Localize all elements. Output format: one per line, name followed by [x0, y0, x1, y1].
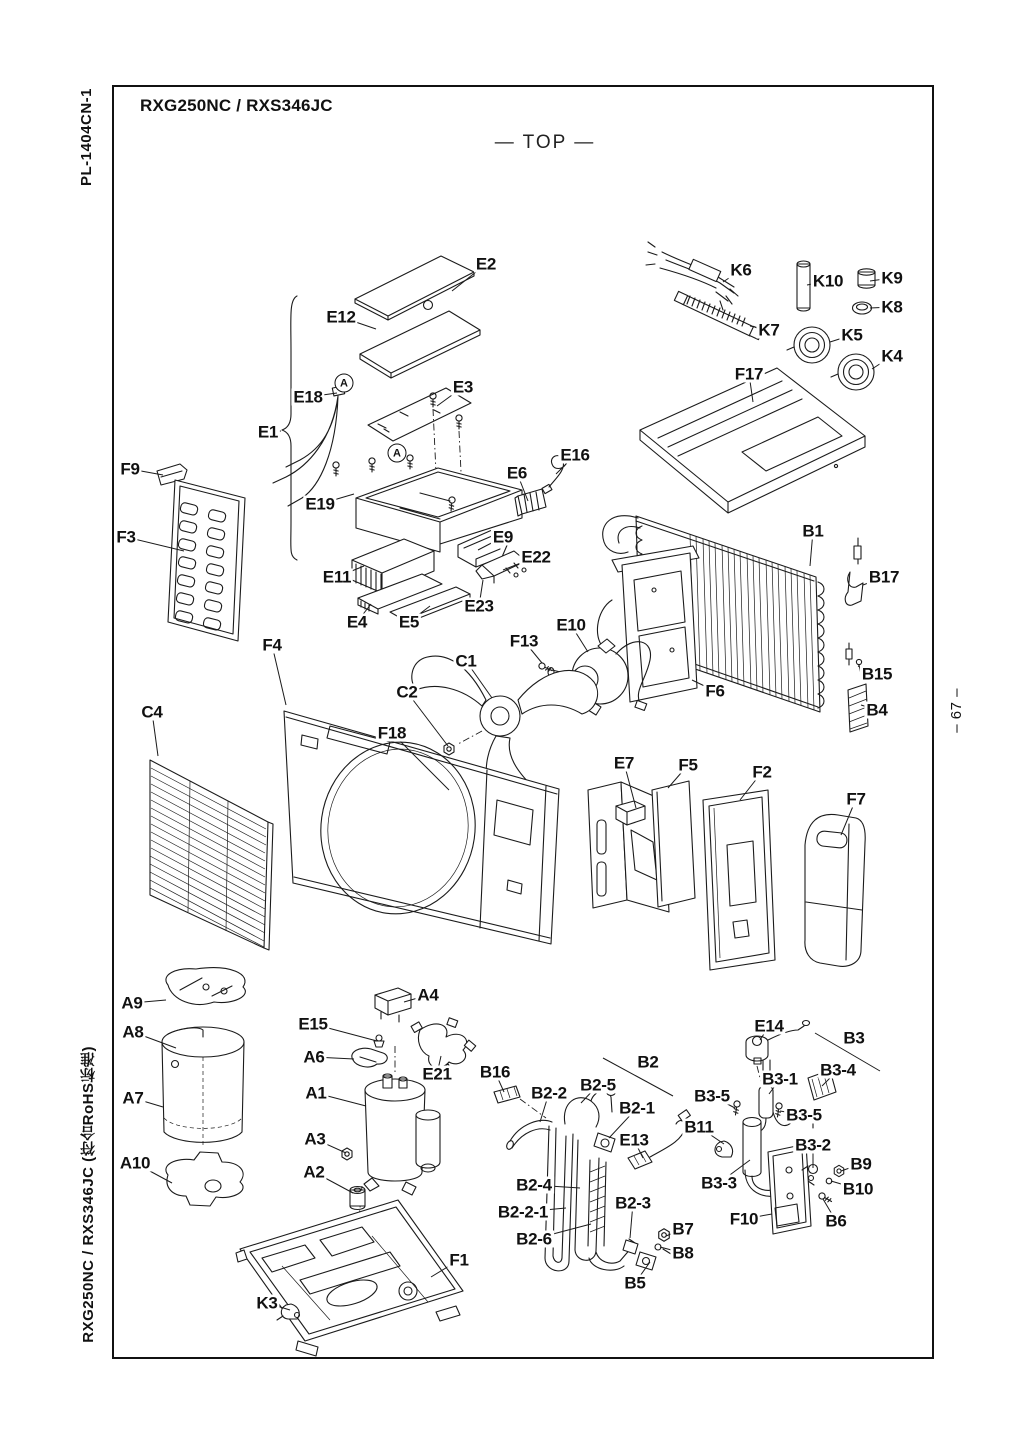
leader-line: [830, 335, 852, 342]
leader-line: [479, 580, 483, 606]
leader-line: [872, 356, 892, 369]
callout-C1: C1: [455, 651, 477, 671]
callout-E19: E19: [305, 494, 335, 514]
leader-line: [712, 1096, 735, 1108]
leader-line: [750, 326, 769, 330]
leader-line: [267, 1303, 290, 1310]
leader-line: [534, 1224, 591, 1239]
leader-line: [823, 1199, 836, 1221]
callout-B2-2: B2-2: [531, 1083, 567, 1103]
callout-K4: K4: [881, 346, 903, 366]
leader-line: [503, 557, 536, 570]
doc-number-vertical: PL-1404CN-1: [78, 88, 95, 187]
page-number-vertical: – 67 –: [948, 688, 965, 733]
leader-line: [431, 1260, 459, 1277]
leader-line: [316, 1093, 366, 1106]
callout-K9: K9: [881, 268, 903, 288]
callout-A4: A4: [417, 985, 439, 1005]
callout-K7: K7: [758, 320, 780, 340]
leader-line: [308, 393, 337, 397]
callout-E10: E10: [556, 615, 586, 635]
callout-E14: E14: [754, 1016, 784, 1036]
leader-line: [692, 680, 715, 691]
callout-E11: E11: [322, 567, 352, 587]
callout-E13: E13: [619, 1130, 649, 1150]
leader-line: [780, 1111, 804, 1115]
leader-line: [556, 455, 575, 474]
leader-line: [571, 625, 588, 652]
callout-B5: B5: [624, 1273, 646, 1293]
leader-line: [870, 278, 892, 281]
model-title: RXG250NC / RXS346JC: [140, 96, 333, 115]
callout-F3: F3: [116, 527, 136, 547]
leader-line: [523, 1208, 566, 1212]
callout-B11: B11: [684, 1117, 714, 1137]
callout-B4: B4: [866, 700, 888, 720]
leader-line: [409, 606, 430, 622]
leader-line: [719, 1160, 750, 1183]
leader-line: [841, 799, 856, 835]
callout-A7: A7: [122, 1088, 144, 1108]
callout-E2: E2: [475, 254, 497, 274]
callout-A9: A9: [121, 993, 143, 1013]
view-label: — TOP —: [494, 132, 596, 153]
callout-E1: E1: [257, 422, 279, 442]
leader-line: [540, 1093, 549, 1122]
callout-E12: E12: [326, 307, 356, 327]
leader-line: [807, 281, 828, 285]
callout-F4: F4: [262, 635, 282, 655]
callout-E6: E6: [506, 463, 528, 483]
leader-line: [635, 1262, 650, 1283]
callout-E23: E23: [464, 596, 494, 616]
leader-line: [337, 566, 364, 577]
leader-line: [858, 666, 877, 674]
leader-line: [870, 307, 892, 308]
leader-line: [357, 604, 371, 622]
leader-line: [769, 1079, 780, 1094]
leader-line: [152, 712, 158, 756]
leader-line: [603, 1058, 673, 1096]
leader-line: [699, 1127, 724, 1144]
leader-line: [478, 537, 503, 550]
callout-E15: E15: [298, 1014, 328, 1034]
callout-F18: F18: [377, 723, 407, 743]
leader-line: [268, 431, 281, 432]
callout-E21: E21: [422, 1064, 452, 1084]
leader-line: [135, 1163, 172, 1183]
leader-line: [132, 1000, 166, 1003]
leader-line: [314, 1057, 354, 1059]
callout-B1: B1: [802, 521, 824, 541]
leader-line: [863, 577, 884, 585]
callout-F7: F7: [846, 789, 866, 809]
leader-line: [666, 1229, 683, 1236]
leader-line: [404, 995, 428, 1002]
leader-line: [624, 763, 636, 808]
callout-F9: F9: [120, 459, 140, 479]
leader-line: [524, 641, 542, 663]
callout-K5: K5: [841, 325, 863, 345]
callout-F10: F10: [729, 1209, 759, 1229]
callout-C4: C4: [141, 702, 163, 722]
callout-K6: K6: [730, 260, 752, 280]
callout-E7: E7: [613, 753, 635, 773]
callout-B3-1: B3-1: [762, 1069, 798, 1089]
leader-line: [315, 1139, 346, 1153]
callout-A6: A6: [303, 1047, 325, 1067]
leader-line: [314, 1172, 353, 1193]
callout-A3: A3: [304, 1129, 326, 1149]
callout-A10: A10: [119, 1153, 151, 1173]
callout-A2: A2: [303, 1162, 325, 1182]
leader-line: [407, 692, 448, 746]
callout-K3: K3: [256, 1293, 278, 1313]
leader-line: [392, 733, 449, 790]
leader-line: [723, 270, 741, 282]
leader-line: [130, 469, 163, 475]
leader-line: [630, 1203, 633, 1238]
callout-B3: B3: [843, 1028, 865, 1048]
callout-F2: F2: [752, 762, 772, 782]
leader-line: [822, 1070, 838, 1086]
callout-E9: E9: [492, 527, 514, 547]
leader-line: [660, 1247, 683, 1253]
leader-line: [634, 1140, 643, 1158]
leader-line: [749, 374, 753, 402]
callout-B2: B2: [637, 1052, 659, 1072]
leader-line: [609, 1108, 637, 1138]
leader-line: [320, 494, 354, 504]
callout-F13: F13: [509, 631, 539, 651]
leader-line: [831, 1181, 858, 1189]
callout-B15: B15: [861, 664, 893, 684]
callout-E18: E18: [293, 387, 323, 407]
callout-F17: F17: [734, 364, 764, 384]
leader-line: [133, 1032, 176, 1048]
callout-B2-3: B2-3: [615, 1193, 651, 1213]
assembly-mark-A: A: [388, 444, 407, 463]
callout-B2-4: B2-4: [516, 1175, 552, 1195]
callout-B16: B16: [479, 1062, 511, 1082]
callout-E22: E22: [521, 547, 551, 567]
callout-B3-5: B3-5: [694, 1086, 730, 1106]
leader-line: [437, 387, 463, 406]
leader-line: [313, 1024, 377, 1041]
leader-line: [126, 537, 184, 551]
leader-line: [495, 1072, 504, 1092]
leader-line: [517, 473, 528, 501]
leader-line: [534, 1185, 580, 1188]
leader-line: [466, 661, 492, 698]
side-footer-vertical: RXG250NC / RXS346JC (符合RoHS标准): [80, 1046, 97, 1343]
callout-F1: F1: [449, 1250, 469, 1270]
leader-line: [581, 1085, 598, 1103]
leader-line: [452, 264, 486, 291]
callout-B3-2: B3-2: [795, 1135, 831, 1155]
callout-A1: A1: [305, 1083, 327, 1103]
callout-B3-5: B3-5: [786, 1105, 822, 1125]
callout-B8: B8: [672, 1243, 694, 1263]
callout-A8: A8: [122, 1022, 144, 1042]
callout-B17: B17: [868, 567, 900, 587]
leader-line: [272, 645, 286, 705]
callout-E5: E5: [398, 612, 420, 632]
callout-E16: E16: [560, 445, 590, 465]
leader-line: [815, 1033, 880, 1071]
callout-B9: B9: [850, 1154, 872, 1174]
callout-B10: B10: [842, 1179, 874, 1199]
leader-line: [760, 1026, 769, 1040]
callout-F5: F5: [678, 755, 698, 775]
leader-line: [810, 531, 813, 566]
callout-B2-1: B2-1: [619, 1098, 655, 1118]
callout-B3-4: B3-4: [820, 1060, 856, 1080]
callout-E3: E3: [452, 377, 474, 397]
callout-B6: B6: [825, 1211, 847, 1231]
leader-line: [437, 1056, 441, 1074]
leader-line: [668, 765, 688, 788]
callout-B2-5: B2-5: [580, 1075, 616, 1095]
callout-C2: C2: [396, 682, 418, 702]
leader-line: [861, 705, 877, 710]
callout-E4: E4: [346, 612, 368, 632]
callout-K8: K8: [881, 297, 903, 317]
leader-line: [341, 317, 376, 329]
assembly-mark-A: A: [335, 374, 354, 393]
callout-K10: K10: [812, 271, 844, 291]
callout-B2-2-1: B2-2-1: [497, 1202, 549, 1222]
callout-B2-6: B2-6: [516, 1229, 552, 1249]
leader-line: [841, 1164, 861, 1171]
callout-F6: F6: [705, 681, 725, 701]
leader-line: [133, 1098, 163, 1107]
leader-line: [744, 1214, 772, 1219]
callout-B3-3: B3-3: [701, 1173, 737, 1193]
leader-line: [740, 772, 762, 800]
callout-B7: B7: [672, 1219, 694, 1239]
